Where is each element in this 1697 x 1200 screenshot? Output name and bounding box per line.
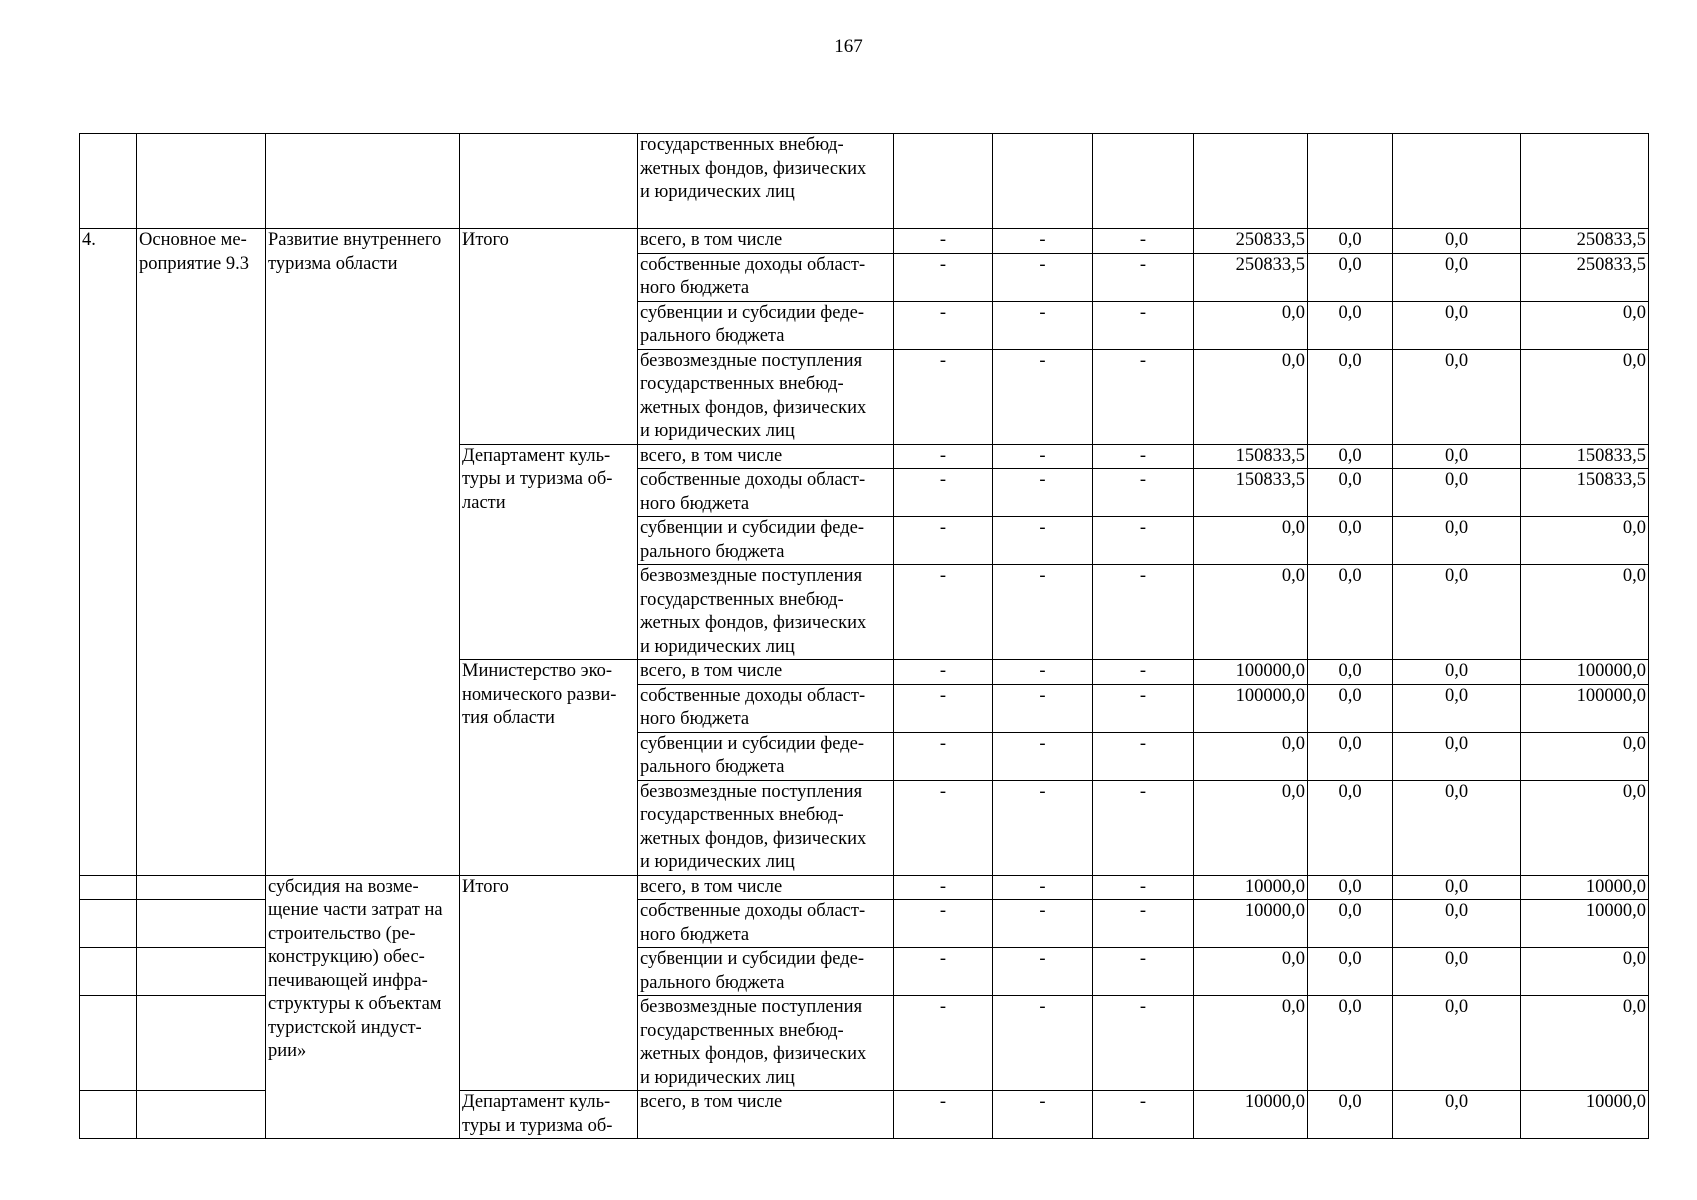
value-cell: 0,0 bbox=[1393, 517, 1521, 565]
value-cell: 0,0 bbox=[1393, 301, 1521, 349]
value-cell: 0,0 bbox=[1194, 732, 1308, 780]
executor-cell bbox=[460, 229, 638, 445]
cell-line: рии» bbox=[268, 1041, 307, 1061]
value-cell: 250833,5 bbox=[1194, 253, 1308, 301]
empty-cell bbox=[80, 875, 137, 900]
dash-cell: - bbox=[1093, 444, 1194, 469]
empty-cell bbox=[137, 1091, 266, 1139]
dash-cell: - bbox=[993, 660, 1093, 685]
value-cell: 0,0 bbox=[1393, 469, 1521, 517]
value-cell: 150833,5 bbox=[1521, 469, 1649, 517]
cell-line: конструкцию) обес- bbox=[268, 947, 425, 967]
empty-cell bbox=[137, 134, 266, 229]
dash-cell: - bbox=[894, 948, 993, 996]
cell-line: ного бюджета bbox=[640, 924, 750, 945]
value-cell: 250833,5 bbox=[1194, 229, 1308, 254]
cell-line: собственные доходы област- bbox=[640, 685, 866, 706]
value-cell: 0,0 bbox=[1194, 349, 1308, 444]
cell-line: щение части затрат на bbox=[268, 900, 443, 920]
dash-cell: - bbox=[993, 875, 1093, 900]
value-cell: 0,0 bbox=[1194, 565, 1308, 660]
table-row bbox=[80, 229, 1649, 254]
dash-cell: - bbox=[1093, 301, 1194, 349]
cell-line: государственных внебюд- bbox=[640, 135, 844, 155]
value-cell: 0,0 bbox=[1194, 517, 1308, 565]
value-cell: 0,0 bbox=[1393, 780, 1521, 875]
value-cell: 0,0 bbox=[1393, 948, 1521, 996]
empty-cell bbox=[1194, 134, 1308, 229]
cell-line: тия области bbox=[462, 708, 555, 728]
cell-line: всего, в том числе bbox=[640, 445, 783, 466]
cell-line: рального бюджета bbox=[640, 541, 785, 562]
cell-line: безвозмездные поступления bbox=[640, 566, 863, 586]
empty-cell bbox=[1308, 134, 1393, 229]
value-cell: 10000,0 bbox=[1521, 875, 1649, 900]
empty-cell bbox=[80, 948, 137, 996]
cell-line: рального бюджета bbox=[640, 972, 785, 993]
value-cell: 0,0 bbox=[1393, 660, 1521, 685]
fund-type-cell bbox=[638, 732, 894, 780]
dash-cell: - bbox=[993, 349, 1093, 444]
value-cell: 0,0 bbox=[1521, 732, 1649, 780]
dash-cell: - bbox=[1093, 565, 1194, 660]
dash-cell: - bbox=[993, 229, 1093, 254]
dash-cell: - bbox=[993, 780, 1093, 875]
cell-line: и юридических лиц bbox=[640, 852, 795, 872]
cell-line: ного бюджета bbox=[640, 493, 750, 514]
empty-cell bbox=[137, 996, 266, 1091]
cell-line: безвозмездные поступления bbox=[640, 997, 863, 1017]
cell-line: роприятие 9.3 bbox=[139, 253, 250, 274]
cell-line: Развитие внутреннего bbox=[268, 230, 442, 250]
value-cell: 0,0 bbox=[1194, 780, 1308, 875]
row-number-cell: 4. bbox=[80, 229, 137, 876]
empty-cell bbox=[80, 134, 137, 229]
cell-line: всего, в том числе bbox=[640, 1092, 783, 1112]
cell-line: туры и туризма об- bbox=[462, 469, 613, 489]
dash-cell: - bbox=[894, 565, 993, 660]
cell-line: строительство (ре- bbox=[268, 923, 416, 944]
cell-line: собственные доходы област- bbox=[640, 901, 866, 921]
value-cell: 0,0 bbox=[1308, 349, 1393, 444]
value-cell: 0,0 bbox=[1393, 875, 1521, 900]
dash-cell: - bbox=[993, 469, 1093, 517]
cell-line: всего, в том числе bbox=[640, 661, 783, 681]
dash-cell: - bbox=[894, 469, 993, 517]
value-cell: 0,0 bbox=[1521, 996, 1649, 1091]
value-cell: 150833,5 bbox=[1194, 444, 1308, 469]
page-number: 167 bbox=[834, 36, 863, 57]
dash-cell: - bbox=[1093, 469, 1194, 517]
value-cell: 0,0 bbox=[1308, 732, 1393, 780]
dash-cell: - bbox=[993, 517, 1093, 565]
dash-cell: - bbox=[1093, 875, 1194, 900]
value-cell: 0,0 bbox=[1521, 301, 1649, 349]
cell-line: субсидия на возме- bbox=[268, 876, 419, 897]
cell-line: жетных фондов, физических bbox=[640, 158, 867, 179]
cell-line: туристской индуст- bbox=[268, 1017, 422, 1038]
value-cell: 250833,5 bbox=[1521, 229, 1649, 254]
cell-line: печивающей инфра- bbox=[268, 970, 428, 991]
value-cell: 0,0 bbox=[1393, 349, 1521, 444]
fund-type-cell bbox=[638, 900, 894, 948]
executor-cell bbox=[460, 1091, 638, 1139]
dash-cell: - bbox=[894, 996, 993, 1091]
executor-cell bbox=[460, 875, 638, 1091]
dash-cell: - bbox=[993, 444, 1093, 469]
value-cell: 100000,0 bbox=[1194, 684, 1308, 732]
cell-line: собственные доходы област- bbox=[640, 254, 866, 275]
cell-line: ного бюджета bbox=[640, 709, 750, 729]
cell-line: государственных внебюд- bbox=[640, 1020, 844, 1041]
value-cell: 0,0 bbox=[1521, 565, 1649, 660]
cell-line: Министерство эко- bbox=[462, 661, 613, 681]
cell-line: безвозмездные поступления bbox=[640, 350, 863, 371]
dash-cell: - bbox=[1093, 996, 1194, 1091]
value-cell: 0,0 bbox=[1308, 996, 1393, 1091]
cell-line: и юридических лиц bbox=[640, 182, 795, 202]
empty-cell bbox=[1393, 134, 1521, 229]
value-cell: 100000,0 bbox=[1194, 660, 1308, 685]
value-cell: 0,0 bbox=[1393, 229, 1521, 254]
value-cell: 10000,0 bbox=[1194, 875, 1308, 900]
value-cell: 0,0 bbox=[1521, 948, 1649, 996]
empty-cell bbox=[460, 134, 638, 229]
value-cell: 0,0 bbox=[1308, 517, 1393, 565]
cell-line: Итого bbox=[462, 230, 509, 250]
value-cell: 0,0 bbox=[1393, 565, 1521, 660]
dash-cell: - bbox=[993, 684, 1093, 732]
value-cell: 0,0 bbox=[1393, 900, 1521, 948]
cell-line: жетных фондов, физических bbox=[640, 613, 867, 633]
value-cell: 100000,0 bbox=[1521, 660, 1649, 685]
executor-cell bbox=[460, 444, 638, 660]
value-cell: 0,0 bbox=[1393, 684, 1521, 732]
value-cell: 0,0 bbox=[1308, 948, 1393, 996]
empty-cell bbox=[137, 875, 266, 900]
cell-line: рального бюджета bbox=[640, 326, 785, 346]
value-cell: 0,0 bbox=[1308, 660, 1393, 685]
cell-line: и юридических лиц bbox=[640, 636, 795, 657]
dash-cell: - bbox=[894, 684, 993, 732]
title-cell bbox=[266, 875, 460, 1139]
fund-type-cell bbox=[638, 469, 894, 517]
cell-line: государственных внебюд- bbox=[640, 374, 844, 394]
dash-cell: - bbox=[1093, 1091, 1194, 1139]
fund-type-cell bbox=[638, 229, 894, 254]
empty-cell bbox=[1093, 134, 1194, 229]
title-cell bbox=[266, 229, 460, 876]
value-cell: 10000,0 bbox=[1521, 900, 1649, 948]
fund-type-cell bbox=[638, 253, 894, 301]
cell-line: и юридических лиц bbox=[640, 421, 795, 441]
dash-cell: - bbox=[894, 253, 993, 301]
value-cell: 0,0 bbox=[1308, 253, 1393, 301]
empty-cell bbox=[80, 900, 137, 948]
value-cell: 150833,5 bbox=[1194, 469, 1308, 517]
cell-line: рального бюджета bbox=[640, 757, 785, 777]
fund-type-cell bbox=[638, 780, 894, 875]
cell-line: жетных фондов, физических bbox=[640, 1044, 867, 1064]
value-cell: 0,0 bbox=[1308, 1091, 1393, 1139]
empty-cell bbox=[137, 900, 266, 948]
value-cell: 0,0 bbox=[1521, 517, 1649, 565]
fund-type-cell bbox=[638, 517, 894, 565]
value-cell: 0,0 bbox=[1308, 565, 1393, 660]
dash-cell: - bbox=[894, 229, 993, 254]
cell-line: субвенции и субсидии феде- bbox=[640, 949, 865, 969]
cell-line: туризма области bbox=[268, 253, 398, 274]
dash-cell: - bbox=[993, 565, 1093, 660]
fund-type-cell bbox=[638, 684, 894, 732]
cell-line: ного бюджета bbox=[640, 278, 750, 298]
value-cell: 10000,0 bbox=[1194, 1091, 1308, 1139]
cell-line: всего, в том числе bbox=[640, 876, 783, 897]
dash-cell: - bbox=[993, 732, 1093, 780]
table-row bbox=[80, 875, 1649, 900]
cell-line: Департамент куль- bbox=[462, 445, 611, 466]
dash-cell: - bbox=[894, 1091, 993, 1139]
cell-line: государственных внебюд- bbox=[640, 589, 844, 610]
empty-cell bbox=[894, 134, 993, 229]
cell-line: номического разви- bbox=[462, 684, 617, 705]
cell-line: ласти bbox=[462, 492, 506, 513]
fund-type-cell bbox=[638, 134, 894, 229]
value-cell: 0,0 bbox=[1308, 875, 1393, 900]
cell-line: туры и туризма об- bbox=[462, 1115, 613, 1136]
value-cell: 0,0 bbox=[1308, 301, 1393, 349]
cell-line: субвенции и субсидии феде- bbox=[640, 518, 865, 538]
value-cell: 0,0 bbox=[1194, 948, 1308, 996]
dash-cell: - bbox=[993, 996, 1093, 1091]
value-cell: 0,0 bbox=[1308, 900, 1393, 948]
cell-line: государственных внебюд- bbox=[640, 805, 844, 825]
value-cell: 150833,5 bbox=[1521, 444, 1649, 469]
cell-line: Основное ме- bbox=[139, 230, 247, 250]
value-cell: 0,0 bbox=[1194, 301, 1308, 349]
budget-table bbox=[79, 133, 1649, 1139]
dash-cell: - bbox=[993, 1091, 1093, 1139]
empty-cell bbox=[80, 996, 137, 1091]
dash-cell: - bbox=[894, 732, 993, 780]
value-cell: 0,0 bbox=[1393, 444, 1521, 469]
dash-cell: - bbox=[1093, 684, 1194, 732]
dash-cell: - bbox=[993, 948, 1093, 996]
value-cell: 0,0 bbox=[1393, 253, 1521, 301]
dash-cell: - bbox=[1093, 732, 1194, 780]
dash-cell: - bbox=[1093, 517, 1194, 565]
value-cell: 0,0 bbox=[1308, 780, 1393, 875]
cell-line: структуры к объектам bbox=[268, 994, 442, 1014]
dash-cell: - bbox=[894, 349, 993, 444]
event-cell bbox=[137, 229, 266, 876]
value-cell: 0,0 bbox=[1521, 349, 1649, 444]
dash-cell: - bbox=[1093, 349, 1194, 444]
value-cell: 10000,0 bbox=[1521, 1091, 1649, 1139]
table-row bbox=[80, 134, 1649, 229]
value-cell: 100000,0 bbox=[1521, 684, 1649, 732]
dash-cell: - bbox=[993, 253, 1093, 301]
dash-cell: - bbox=[1093, 660, 1194, 685]
empty-cell bbox=[993, 134, 1093, 229]
dash-cell: - bbox=[1093, 253, 1194, 301]
empty-cell bbox=[80, 1091, 137, 1139]
dash-cell: - bbox=[894, 875, 993, 900]
empty-cell bbox=[137, 948, 266, 996]
cell-line: всего, в том числе bbox=[640, 230, 783, 250]
fund-type-cell bbox=[638, 565, 894, 660]
value-cell: 250833,5 bbox=[1521, 253, 1649, 301]
cell-line: и юридических лиц bbox=[640, 1067, 795, 1088]
value-cell: 0,0 bbox=[1393, 996, 1521, 1091]
cell-line: жетных фондов, физических bbox=[640, 828, 867, 849]
value-cell: 0,0 bbox=[1194, 996, 1308, 1091]
value-cell: 0,0 bbox=[1521, 780, 1649, 875]
dash-cell: - bbox=[1093, 780, 1194, 875]
cell-line: безвозмездные поступления bbox=[640, 781, 863, 802]
cell-line: Департамент куль- bbox=[462, 1092, 611, 1112]
dash-cell: - bbox=[993, 301, 1093, 349]
value-cell: 10000,0 bbox=[1194, 900, 1308, 948]
dash-cell: - bbox=[894, 444, 993, 469]
fund-type-cell bbox=[638, 875, 894, 900]
cell-line: Итого bbox=[462, 876, 509, 897]
dash-cell: - bbox=[894, 900, 993, 948]
cell-line: собственные доходы област- bbox=[640, 470, 866, 490]
cell-line: субвенции и субсидии феде- bbox=[640, 733, 865, 754]
dash-cell: - bbox=[894, 517, 993, 565]
value-cell: 0,0 bbox=[1308, 469, 1393, 517]
dash-cell: - bbox=[894, 660, 993, 685]
empty-cell bbox=[1521, 134, 1649, 229]
value-cell: 0,0 bbox=[1308, 684, 1393, 732]
cell-line: субвенции и субсидии феде- bbox=[640, 302, 865, 323]
fund-type-cell bbox=[638, 444, 894, 469]
fund-type-cell bbox=[638, 996, 894, 1091]
fund-type-cell bbox=[638, 660, 894, 685]
empty-cell bbox=[266, 134, 460, 229]
dash-cell: - bbox=[894, 780, 993, 875]
value-cell: 0,0 bbox=[1308, 444, 1393, 469]
value-cell: 0,0 bbox=[1393, 1091, 1521, 1139]
dash-cell: - bbox=[1093, 229, 1194, 254]
fund-type-cell bbox=[638, 1091, 894, 1139]
cell-line: жетных фондов, физических bbox=[640, 397, 867, 418]
dash-cell: - bbox=[894, 301, 993, 349]
value-cell: 0,0 bbox=[1393, 732, 1521, 780]
value-cell: 0,0 bbox=[1308, 229, 1393, 254]
fund-type-cell bbox=[638, 349, 894, 444]
dash-cell: - bbox=[1093, 948, 1194, 996]
dash-cell: - bbox=[993, 900, 1093, 948]
executor-cell bbox=[460, 660, 638, 876]
fund-type-cell bbox=[638, 301, 894, 349]
fund-type-cell bbox=[638, 948, 894, 996]
dash-cell: - bbox=[1093, 900, 1194, 948]
